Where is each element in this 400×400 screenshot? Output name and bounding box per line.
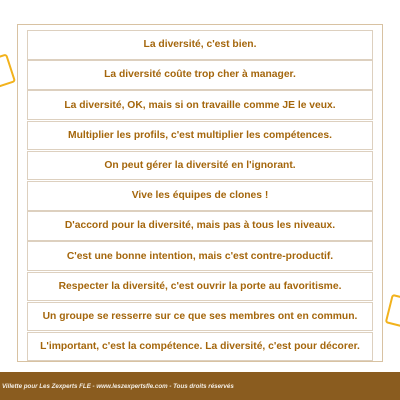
statement-row: On peut gérer la diversité en l'ignorant. [27, 151, 373, 181]
statement-row: C'est une bonne intention, mais c'est contre-productif. [27, 241, 373, 271]
decorative-frame-icon-left [0, 53, 16, 88]
decorative-frame-icon-right [385, 294, 400, 328]
statement-row: Un groupe se resserre sur ce que ses membres ont en commun. [27, 302, 373, 332]
statement-row: Respecter la diversité, c'est ouvrir la porte au favoritisme. [27, 272, 373, 302]
statement-row: L'important, c'est la compétence. La diversité, c'est pour décorer. [27, 332, 373, 362]
statement-row: D'accord pour la diversité, mais pas à tous les niveaux. [27, 211, 373, 241]
statements-list [27, 30, 373, 362]
statement-row: Vive les équipes de clones ! [27, 181, 373, 211]
statement-row: Multiplier les profils, c'est multiplier les compétences. [27, 121, 373, 151]
footer-bar [0, 372, 400, 400]
statement-row: La diversité, OK, mais si on travaille comme JE le veux. [27, 90, 373, 120]
statement-row: La diversité, c'est bien. [27, 30, 373, 60]
statement-row: La diversité coûte trop cher à manager. [27, 60, 373, 90]
copyright-text: Villette pour Les Zexperts FLE - www.leszexpertsfle.com - Tous droits réservés [2, 382, 234, 390]
